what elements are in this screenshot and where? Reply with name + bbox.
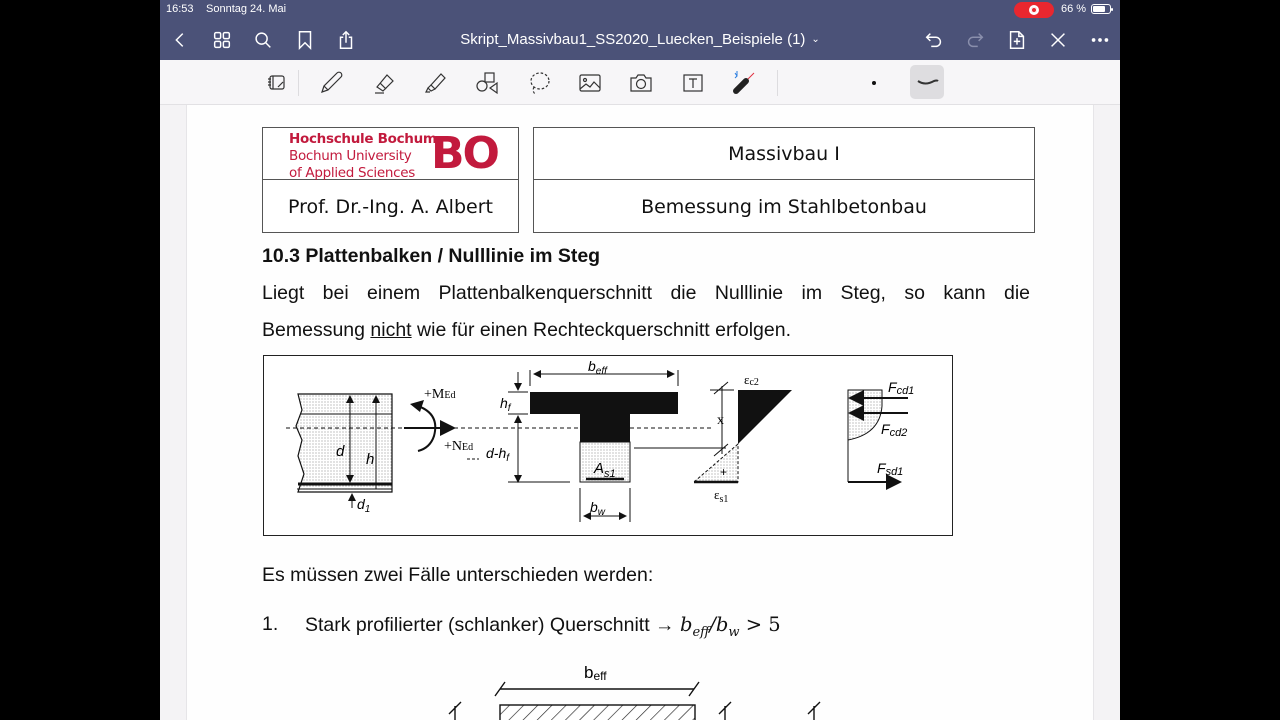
label-fcd2: Fcd2 <box>881 421 908 439</box>
course-cell: Massivbau I <box>534 128 1034 180</box>
undo-button[interactable] <box>922 28 946 52</box>
logo-line-1: Hochschule Bochum <box>289 131 437 147</box>
intro-paragraph-line-1: Liegt bei einem Plattenbalkenquerschnitt die Nulllinie im Steg, so kann die <box>262 282 1030 304</box>
label-h: h <box>366 451 375 468</box>
label-m-ed: +MEd <box>424 387 456 402</box>
pen-size-option[interactable] <box>859 68 889 98</box>
header-course-box <box>533 127 1035 233</box>
close-icon <box>1047 29 1069 51</box>
undo-icon <box>923 29 945 51</box>
read-mode-icon <box>263 70 289 96</box>
logo-cell <box>263 128 518 180</box>
label-beff: $b_{eff}$ <box>588 358 607 377</box>
bo-logo-mark: BO <box>431 128 498 179</box>
add-page-icon <box>1006 29 1028 51</box>
case-1-text <box>305 613 781 640</box>
case-1-number: 1. <box>262 613 279 635</box>
highlighter-icon <box>422 70 448 96</box>
pen-tool[interactable] <box>316 68 346 98</box>
t-beam-diagram <box>264 356 954 537</box>
pen-style-option[interactable] <box>910 65 944 99</box>
section-heading: 10.3 Plattenbalken / Nulllinie im Steg <box>262 245 601 267</box>
pen-icon <box>318 70 344 96</box>
case-1-formula: $b_{eff}/b_w > 5$ <box>679 613 781 640</box>
redo-button[interactable] <box>963 28 987 52</box>
more-icon <box>1089 29 1111 51</box>
annotation-toolbar <box>160 60 1120 105</box>
battery-percentage: 66 % <box>1061 3 1087 15</box>
slender-section-diagram <box>427 660 847 720</box>
label-fsd1: Fsd1 <box>877 460 904 478</box>
text-fragment: Bemessung <box>262 319 371 341</box>
lasso-tool[interactable] <box>524 68 554 98</box>
laser-pointer-tool[interactable] <box>729 68 759 98</box>
author-cell: Prof. Dr.-Ing. A. Albert <box>288 195 493 218</box>
underlined-word: nicht <box>370 319 412 341</box>
highlighter-tool[interactable] <box>420 68 450 98</box>
label-eps-c2: εc2 <box>744 372 759 388</box>
cases-intro: Es müssen zwei Fälle unterschieden werden: <box>262 564 654 586</box>
read-mode-tool[interactable] <box>261 68 291 98</box>
camera-tool[interactable] <box>626 68 656 98</box>
nav-bar <box>160 0 1120 60</box>
close-button[interactable] <box>1046 28 1070 52</box>
label-eps-s1: $\varepsilon_{s1}$ <box>714 487 729 505</box>
toolbar-divider <box>777 70 778 96</box>
label-bw: $b_w$ <box>590 499 606 518</box>
battery-icon <box>1091 4 1111 14</box>
document-title-text: Skript_Massivbau1_SS2020_Luecken_Beispiele (1) <box>460 31 806 48</box>
shapes-tool[interactable] <box>472 68 502 98</box>
status-bar <box>160 0 1120 20</box>
chevron-down-icon: ⌄ <box>811 34 820 45</box>
screen-recording-icon[interactable] <box>1014 2 1054 18</box>
label-hf: $h_f$ <box>500 395 511 414</box>
pdf-page[interactable] <box>186 105 1094 720</box>
label-d1: $d_1$ <box>357 496 371 515</box>
label-plus: + <box>720 465 728 479</box>
t-beam-figure <box>263 355 953 536</box>
slender-section-figure <box>427 660 847 720</box>
status-time: 16:53 <box>166 3 194 15</box>
ipad-screen <box>160 0 1120 720</box>
text-fragment: wie für einen Rechteckquerschnitt erfolgen. <box>411 319 791 341</box>
add-page-button[interactable] <box>1005 28 1029 52</box>
case-1-label: Stark profilierter (schlanker) Querschnitt → <box>305 614 675 636</box>
intro-paragraph-line-2 <box>262 319 791 342</box>
stroke-curve-icon <box>914 69 940 95</box>
label-x: x <box>717 413 724 428</box>
label-beff-2: beff <box>584 663 607 683</box>
camera-icon <box>628 70 654 96</box>
status-date: Sonntag 24. Mai <box>206 3 287 15</box>
redo-icon <box>964 29 986 51</box>
topic-cell: Bemessung im Stahlbetonbau <box>641 195 927 218</box>
image-icon <box>577 70 603 96</box>
eraser-icon <box>371 70 397 96</box>
shapes-icon <box>474 70 500 96</box>
text-icon <box>680 70 706 96</box>
lasso-icon <box>526 70 552 96</box>
toolbar-divider <box>298 70 299 96</box>
text-tool[interactable] <box>678 68 708 98</box>
more-button[interactable] <box>1088 28 1112 52</box>
university-logo-text <box>289 131 437 182</box>
image-tool[interactable] <box>575 68 605 98</box>
label-n-ed: +NEd <box>444 439 474 454</box>
logo-line-2: Bochum University <box>289 148 412 164</box>
header-logo-box <box>262 127 519 233</box>
label-fcd1: Fcd1 <box>888 379 915 397</box>
label-as1: $A_{s1}$ <box>594 460 616 480</box>
laser-pointer-icon <box>731 70 757 96</box>
label-d-hf: $d-h_f$ <box>486 445 510 464</box>
logo-line-3: of Applied Sciences <box>289 165 416 181</box>
dot-size-icon <box>861 70 887 96</box>
eraser-tool[interactable] <box>369 68 399 98</box>
label-d: d <box>336 443 345 460</box>
